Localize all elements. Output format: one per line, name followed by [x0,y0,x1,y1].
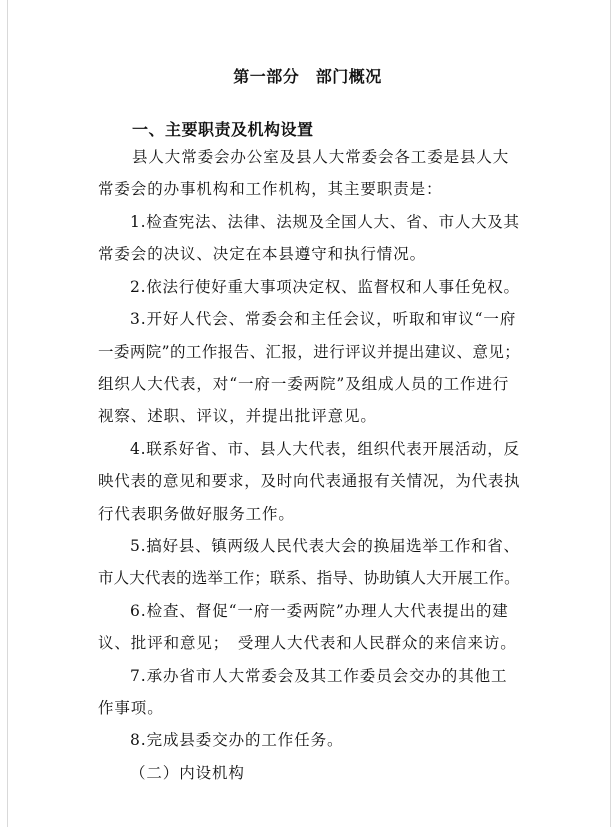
body-line: 行代表职务做好服务工作。 [98,505,295,523]
body-line: 市人大代表的选举工作；联系、指导、协助镇人大开展工作。 [98,569,520,587]
body-line: 映代表的意见和要求，及时向代表通报有关情况，为代表执 [98,472,521,490]
page-edge-left [7,0,8,827]
body-line: 一委两院”的工作报告、汇报，进行评议并提出建议、意见； [98,343,521,361]
body-line: 视察、述职、评议，并提出批评意见。 [98,407,377,425]
body-line: 组织人大代表，对“一府一委两院”及组成人员的工作进行 [98,375,510,393]
body-line: 5.搞好县、镇两级人民代表大会的换届选举工作和省、 [130,537,520,555]
body-line: 2.依法行使好重大事项决定权、监督权和人事任免权。 [130,278,520,296]
subsection-heading: （二）内设机构 [130,764,245,782]
body-line: 常委会的决议、决定在本县遵守和执行情况。 [98,245,427,263]
body-line: 常委会的办事机构和工作机构，其主要职责是： [98,180,443,198]
body-line: 6.检查、督促“一府一委两院”办理人大代表提出的建 [130,602,509,620]
body-line: 议、批评和意见； 受理人大代表和人民群众的来信来访。 [98,634,517,652]
body-line: 3.开好人代会、常委会和主任会议，听取和审议“一府 [130,310,517,328]
body-line: 7.承办省市人大常委会及其工作委员会交办的其他工 [130,667,508,685]
page-title: 第一部分 部门概况 [233,67,382,86]
body-line: 1.检查宪法、法律、法规及全国人大、省、市人大及其 [130,213,520,231]
page-edge-right [610,0,611,827]
section-heading: 一、主要职责及机构设置 [132,120,314,139]
body-line: 县人大常委会办公室及县人大常委会各工委是县人大 [132,148,510,166]
body-line: 8.完成县委交办的工作任务。 [130,731,344,749]
body-line: 4.联系好省、市、县人大代表，组织代表开展活动，反 [130,440,520,458]
body-line: 作事项。 [98,699,164,717]
